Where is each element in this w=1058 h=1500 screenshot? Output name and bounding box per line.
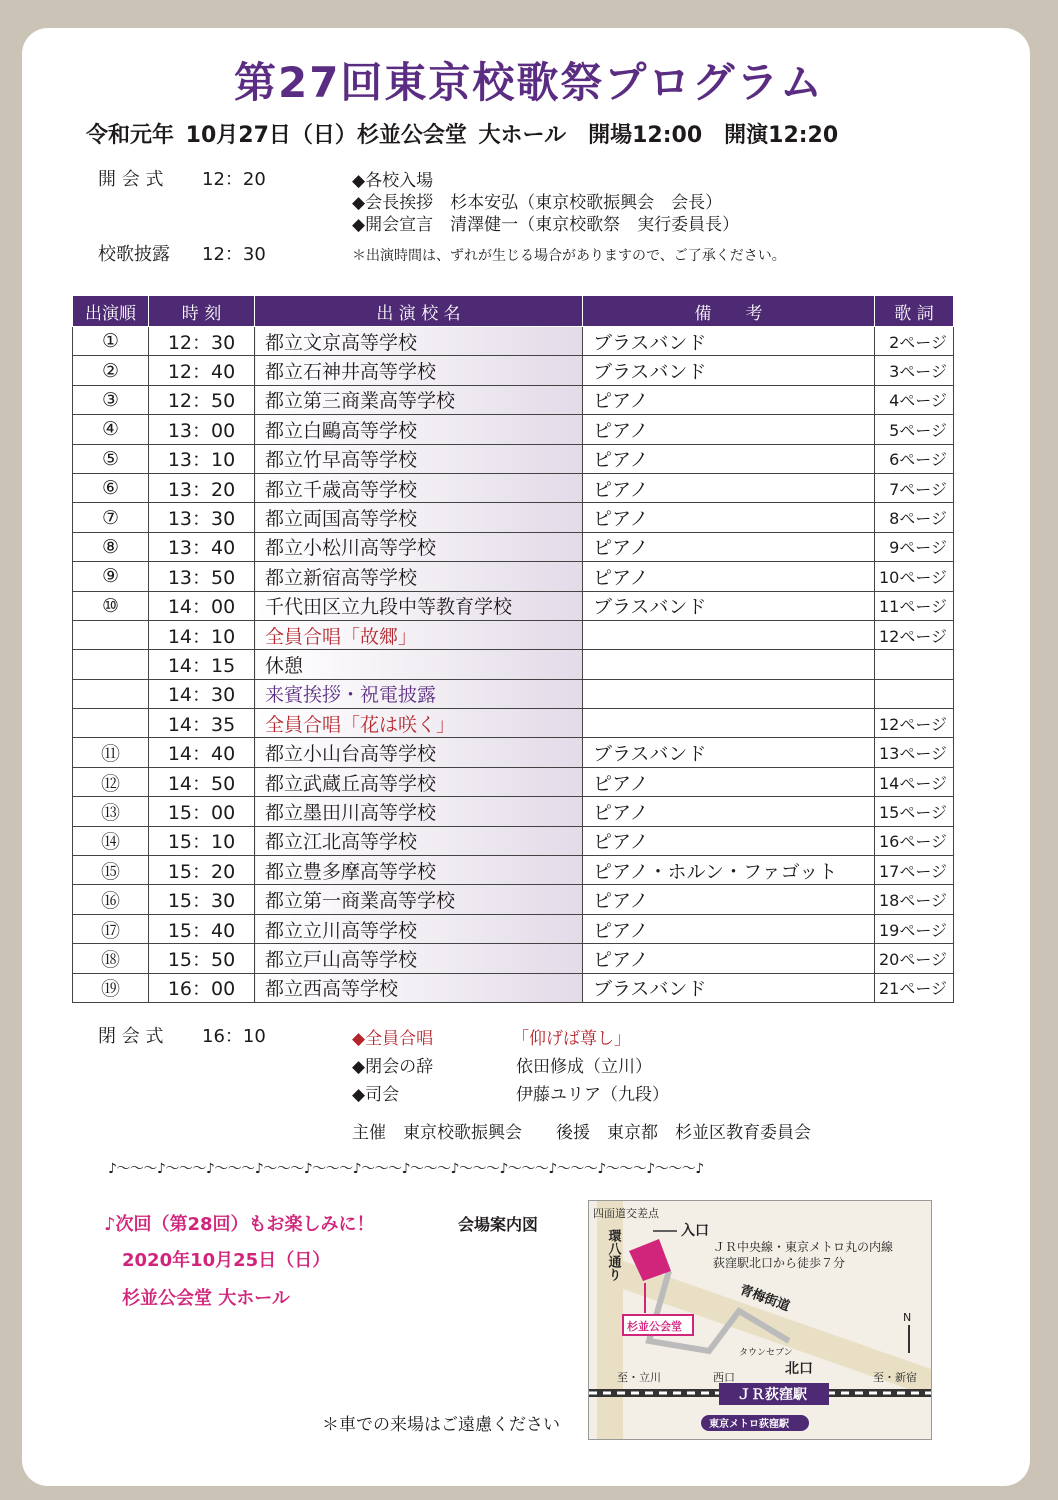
lyrics-cell: 18ページ <box>875 885 954 914</box>
time-cell: 13：50 <box>149 562 255 591</box>
order-cell <box>73 679 149 708</box>
school-cell: 都立第一商業高等学校 <box>255 885 583 914</box>
header-time: 時 刻 <box>149 296 255 327</box>
opening-item-1: ◆各校入場 <box>352 171 434 191</box>
school-cell: 千代田区立九段中等教育学校 <box>255 591 583 620</box>
lyrics-cell: 16ページ <box>875 826 954 855</box>
school-cell: 都立戸山高等学校 <box>255 944 583 973</box>
school-cell: 都立小松川高等学校 <box>255 532 583 561</box>
remarks-cell: ピアノ <box>583 385 875 414</box>
table-row <box>73 503 954 532</box>
map-title: 会場案内図 <box>458 1215 539 1234</box>
time-cell: 14：15 <box>149 650 255 679</box>
order-cell: ⑪ <box>73 738 149 767</box>
header-school: 出 演 校 名 <box>255 296 583 327</box>
map-road-ome: 青梅街道 <box>737 1282 792 1315</box>
next-event-heading: ♪次回（第28回）もお楽しみに！ <box>104 1214 375 1235</box>
table-row <box>73 679 954 708</box>
lyrics-cell: 10ページ <box>875 562 954 591</box>
lyrics-cell: 2ページ <box>875 327 954 356</box>
time-cell: 13：20 <box>149 473 255 502</box>
closing-item-2-detail: 依田修成（立川） <box>516 1057 652 1077</box>
map-jr-station: ＪＲ荻窪駅 <box>737 1387 807 1403</box>
remarks-cell: ピアノ・ホルン・ファゴット <box>583 856 875 885</box>
order-cell: ① <box>73 327 149 356</box>
table-row <box>73 532 954 561</box>
school-cell: 全員合唱「故郷」 <box>255 620 583 649</box>
map-town-seven: タウンセブン <box>739 1348 793 1358</box>
header-remarks: 備 考 <box>583 296 875 327</box>
school-cell: 都立武蔵丘高等学校 <box>255 767 583 796</box>
order-cell: ⑧ <box>73 532 149 561</box>
map-intersection: 四面道交差点 <box>593 1207 659 1220</box>
remarks-cell: ピアノ <box>583 503 875 532</box>
table-row <box>73 473 954 502</box>
table-row <box>73 797 954 826</box>
map-entrance: 入口 <box>681 1223 709 1239</box>
school-cell: 来賓挨拶・祝電披露 <box>255 679 583 708</box>
school-cell: 都立石神井高等学校 <box>255 356 583 385</box>
school-cell: 都立豊多摩高等学校 <box>255 856 583 885</box>
school-cell: 都立小山台高等学校 <box>255 738 583 767</box>
order-cell <box>73 650 149 679</box>
school-cell: 都立第三商業高等学校 <box>255 385 583 414</box>
school-cell: 都立墨田川高等学校 <box>255 797 583 826</box>
map-west-exit: 西口 <box>713 1371 735 1384</box>
opening-label: 開 会 式 <box>98 169 164 190</box>
time-cell: 13：40 <box>149 532 255 561</box>
order-cell: ④ <box>73 415 149 444</box>
closing-label: 閉 会 式 <box>98 1026 164 1047</box>
closing-item-1-detail: 「仰げば尊し」 <box>512 1029 631 1049</box>
remarks-cell: ブラスバンド <box>583 973 875 1002</box>
remarks-cell: ピアノ <box>583 914 875 943</box>
table-row <box>73 620 954 649</box>
table-row <box>73 856 954 885</box>
map-access-1: ＪＲ中央線・東京メトロ丸の内線 <box>713 1240 894 1254</box>
school-cell: 全員合唱「花は咲く」 <box>255 709 583 738</box>
lyrics-cell: 19ページ <box>875 914 954 943</box>
order-cell: ⑬ <box>73 797 149 826</box>
table-row <box>73 944 954 973</box>
remarks-cell: ピアノ <box>583 797 875 826</box>
table-row <box>73 444 954 473</box>
time-cell: 14：35 <box>149 709 255 738</box>
time-cell: 15：00 <box>149 797 255 826</box>
time-cell: 12：30 <box>149 327 255 356</box>
order-cell: ⑯ <box>73 885 149 914</box>
page-title: 第27回東京校歌祭プログラム <box>233 58 825 107</box>
opening-item-2: ◆会長挨拶 杉本安弘（東京校歌振興会 会長） <box>352 193 723 213</box>
time-notice: ＊出演時間は、ずれが生じる場合がありますので、ご了承ください。 <box>352 248 786 264</box>
school-cell: 都立西高等学校 <box>255 973 583 1002</box>
table-row <box>73 385 954 414</box>
car-notice: ＊車での来場はご遠慮ください <box>322 1415 560 1435</box>
lyrics-cell: 15ページ <box>875 797 954 826</box>
order-cell: ⑦ <box>73 503 149 532</box>
school-cell: 都立竹早高等学校 <box>255 444 583 473</box>
map-north-label: N <box>903 1311 912 1324</box>
map-to-tachikawa: 至・立川 <box>617 1371 661 1384</box>
time-cell: 15：10 <box>149 826 255 855</box>
remarks-cell: ピアノ <box>583 532 875 561</box>
time-cell: 12：40 <box>149 356 255 385</box>
map-hall-label: 杉並公会堂 <box>627 1320 682 1333</box>
map-drawing <box>589 1201 931 1439</box>
lyrics-cell: 11ページ <box>875 591 954 620</box>
closing-item-1-name: ◆全員合唱 <box>352 1029 434 1049</box>
order-cell: ⑱ <box>73 944 149 973</box>
remarks-cell: ピアノ <box>583 473 875 502</box>
order-cell: ③ <box>73 385 149 414</box>
table-header-row <box>73 296 954 327</box>
order-cell: ② <box>73 356 149 385</box>
school-cell: 都立白鷗高等学校 <box>255 415 583 444</box>
table-row <box>73 415 954 444</box>
lyrics-cell: 12ページ <box>875 620 954 649</box>
table-row <box>73 591 954 620</box>
order-cell: ⑥ <box>73 473 149 502</box>
lyrics-cell: 14ページ <box>875 767 954 796</box>
school-cell: 都立両国高等学校 <box>255 503 583 532</box>
performance-label: 校歌披露 <box>98 244 170 265</box>
lyrics-cell: 17ページ <box>875 856 954 885</box>
remarks-cell <box>583 679 875 708</box>
school-cell: 都立千歳高等学校 <box>255 473 583 502</box>
remarks-cell: ピアノ <box>583 826 875 855</box>
table-row <box>73 738 954 767</box>
table-row <box>73 767 954 796</box>
remarks-cell: ピアノ <box>583 562 875 591</box>
time-cell: 14：50 <box>149 767 255 796</box>
time-cell: 15：20 <box>149 856 255 885</box>
time-cell: 13：00 <box>149 415 255 444</box>
lyrics-cell: 6ページ <box>875 444 954 473</box>
table-row <box>73 562 954 591</box>
remarks-cell: ピアノ <box>583 415 875 444</box>
table-row <box>73 650 954 679</box>
map-access-2: 荻窪駅北口から徒歩７分 <box>713 1256 846 1270</box>
time-cell: 14：40 <box>149 738 255 767</box>
remarks-cell: ピアノ <box>583 944 875 973</box>
remarks-cell: ブラスバンド <box>583 738 875 767</box>
closing-item-2-name: ◆閉会の辞 <box>352 1057 434 1077</box>
order-cell <box>73 709 149 738</box>
performance-time: 12：30 <box>202 244 266 265</box>
closing-item-3-name: ◆司会 <box>352 1085 400 1105</box>
remarks-cell: ピアノ <box>583 444 875 473</box>
order-cell <box>73 620 149 649</box>
time-cell: 12：50 <box>149 385 255 414</box>
time-cell: 16：00 <box>149 973 255 1002</box>
remarks-cell: ピアノ <box>583 767 875 796</box>
map-north-exit: 北口 <box>785 1361 813 1377</box>
lyrics-cell: 20ページ <box>875 944 954 973</box>
order-cell: ⑰ <box>73 914 149 943</box>
lyrics-cell: 5ページ <box>875 415 954 444</box>
order-cell: ⑩ <box>73 591 149 620</box>
divider-line: ♪～～～♪～～～♪～～～♪～～～♪～～～♪～～～♪～～～♪～～～♪～～～♪～～～♪～～～♪～～～♪ <box>108 1161 704 1177</box>
order-cell: ⑫ <box>73 767 149 796</box>
opening-time: 12：20 <box>202 169 266 190</box>
remarks-cell <box>583 650 875 679</box>
remarks-cell: ブラスバンド <box>583 591 875 620</box>
time-cell: 14：10 <box>149 620 255 649</box>
lyrics-cell: 9ページ <box>875 532 954 561</box>
header-lyrics: 歌 詞 <box>875 296 954 327</box>
next-event-venue: 杉並公会堂 大ホール <box>122 1288 290 1309</box>
remarks-cell: ブラスバンド <box>583 327 875 356</box>
school-cell: 都立立川高等学校 <box>255 914 583 943</box>
organizers: 主催 東京校歌振興会 後援 東京都 杉並区教育委員会 <box>352 1123 811 1143</box>
closing-item-3-detail: 伊藤ユリア（九段） <box>516 1085 669 1105</box>
order-cell: ⑮ <box>73 856 149 885</box>
table-row <box>73 885 954 914</box>
map-road-kanpachi: 環八通り <box>605 1229 621 1281</box>
time-cell: 13：10 <box>149 444 255 473</box>
lyrics-cell <box>875 650 954 679</box>
time-cell: 13：30 <box>149 503 255 532</box>
remarks-cell <box>583 709 875 738</box>
lyrics-cell <box>875 679 954 708</box>
time-cell: 14：30 <box>149 679 255 708</box>
school-cell: 都立新宿高等学校 <box>255 562 583 591</box>
lyrics-cell: 3ページ <box>875 356 954 385</box>
order-cell: ⑤ <box>73 444 149 473</box>
opening-item-3: ◆開会宣言 清澤健一（東京校歌祭 実行委員長） <box>352 215 740 235</box>
time-cell: 15：40 <box>149 914 255 943</box>
remarks-cell: ピアノ <box>583 885 875 914</box>
closing-time: 16：10 <box>202 1026 266 1047</box>
lyrics-cell: 13ページ <box>875 738 954 767</box>
table-row <box>73 973 954 1002</box>
order-cell: ⑭ <box>73 826 149 855</box>
program-table <box>72 295 954 1003</box>
header-order: 出演順 <box>73 296 149 327</box>
lyrics-cell: 7ページ <box>875 473 954 502</box>
remarks-cell <box>583 620 875 649</box>
time-cell: 15：30 <box>149 885 255 914</box>
map-to-shinjuku: 至・新宿 <box>873 1371 917 1384</box>
order-cell: ⑨ <box>73 562 149 591</box>
table-row <box>73 356 954 385</box>
lyrics-cell: 21ページ <box>875 973 954 1002</box>
venue-map <box>588 1200 932 1440</box>
school-cell: 都立文京高等学校 <box>255 327 583 356</box>
table-row <box>73 914 954 943</box>
map-metro-station: 東京メトロ荻窪駅 <box>709 1419 789 1430</box>
lyrics-cell: 12ページ <box>875 709 954 738</box>
school-cell: 休憩 <box>255 650 583 679</box>
table-row <box>73 709 954 738</box>
order-cell: ⑲ <box>73 973 149 1002</box>
next-event-date: 2020年10月25日（日） <box>122 1250 331 1271</box>
event-subtitle: 令和元年 10月27日（日）杉並公会堂 大ホール 開場12:00 開演12:20 <box>86 123 839 148</box>
table-row <box>73 327 954 356</box>
lyrics-cell: 4ページ <box>875 385 954 414</box>
lyrics-cell: 8ページ <box>875 503 954 532</box>
time-cell: 15：50 <box>149 944 255 973</box>
time-cell: 14：00 <box>149 591 255 620</box>
table-row <box>73 826 954 855</box>
school-cell: 都立江北高等学校 <box>255 826 583 855</box>
remarks-cell: ブラスバンド <box>583 356 875 385</box>
